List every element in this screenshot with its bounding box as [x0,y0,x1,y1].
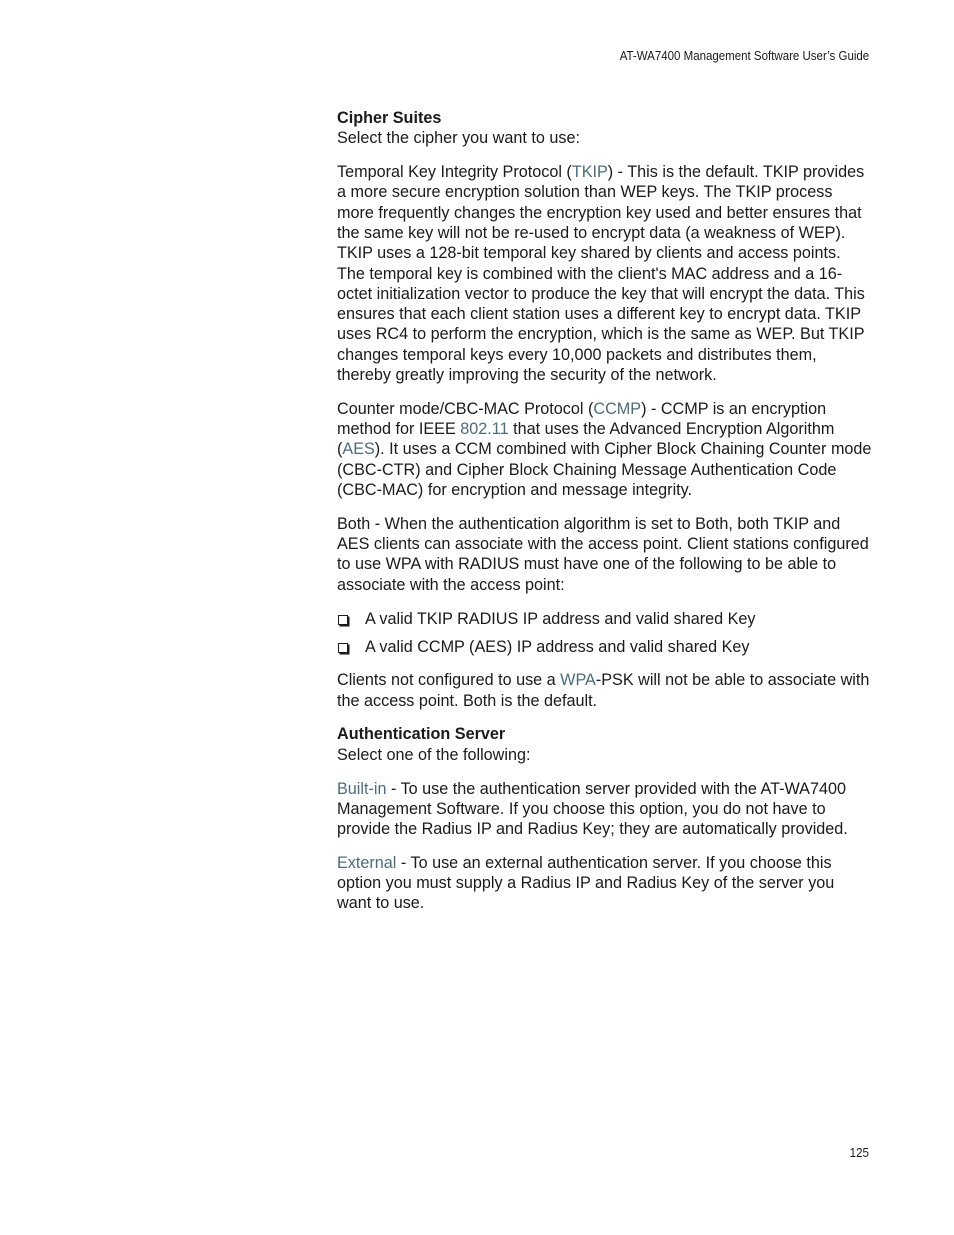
wpa-link[interactable]: WPA [560,671,596,690]
both-paragraph: Both - When the authentication algorithm is set to Both, both TKIP and AES clients can associate with the access point. Client stations configured to use WPA with RADIUS must have one of the following to be able to associate with the access point: [337,514,869,594]
authentication-server-heading: Authentication Server [337,725,506,744]
clients-paragraph [337,670,872,711]
list-item-text: A valid CCMP (AES) IP address and valid shared Key [365,637,750,656]
list-item [337,609,872,629]
builtin-link[interactable]: Built-in [337,779,387,798]
ccmp-paragraph [337,399,872,500]
page-number: 125 [849,1146,869,1160]
page-content [337,108,872,927]
ccmp-text-post: ). It uses a CCM combined with Cipher Block Chaining Counter mode (CBC-CTR) and Cipher Block Chaining Message Authentication Code (CBC-MAC) for encryption and message integrity. [337,440,872,500]
running-header: AT-WA7400 Management Software User’s Guide [619,49,869,63]
tkip-link[interactable]: TKIP [571,163,608,182]
external-text: - To use an external authentication server. If you choose this option you must supply a Radius IP and Radius Key of the server you want to use. [337,853,835,913]
aes-link[interactable]: AES [342,440,375,459]
clients-text-pre: Clients not configured to use a [337,671,561,690]
ccmp-text-pre: Counter mode/CBC-MAC Protocol ( [337,399,594,418]
list-item [337,637,872,657]
ccmp-text-mid1: ) - CCMP is an encryption method for IEEE [337,399,827,439]
ccmp-link[interactable]: CCMP [593,399,642,418]
builtin-paragraph [337,779,872,840]
external-link[interactable]: External [337,853,397,872]
checkbox-bullet-icon [338,615,348,625]
external-paragraph [337,853,872,914]
tkip-text-post: ) - This is the default. TKIP provides a more secure encryption solution than WEP keys. The TKIP process more frequently changes the encryption key used and better ensures that the same key will not be re-used to encrypt data (a weakness of WEP). TKIP uses a 128-bit temporal key shared by clients and access points. The temporal key is combined with the client's MAC address and a 16-octet initialization vector to produce the key that will encrypt the data. This ensures that each client station uses a different key to encrypt data. TKIP uses RC4 to perform the encryption, which is the same as WEP. But TKIP changes temporal keys every 10,000 packets and distributes them, thereby greatly improving the security of the network. [337,163,865,385]
tkip-text-pre: Temporal Key Integrity Protocol ( [337,163,572,182]
auth-intro: Select one of the following: [337,745,531,764]
ieee-80211-link[interactable]: 802.11 [460,420,509,439]
checkbox-bullet-icon [338,643,348,653]
clients-text-post: -PSK will not be able to associate with the access point. Both is the default. [337,671,870,710]
list-item-text: A valid TKIP RADIUS IP address and valid shared Key [365,609,756,628]
cipher-intro: Select the cipher you want to use: [337,129,580,148]
ccmp-text-mid2: that uses the Advanced Encryption Algorithm ( [337,420,835,459]
requirements-list [337,609,872,657]
builtin-text: - To use the authentication server provided with the AT-WA7400 Management Software. If you choose this option, you do not have to provide the Radius IP and Radius Key; they are automatically provided. [337,779,848,839]
tkip-paragraph [337,162,872,385]
cipher-suites-heading: Cipher Suites [337,109,442,127]
